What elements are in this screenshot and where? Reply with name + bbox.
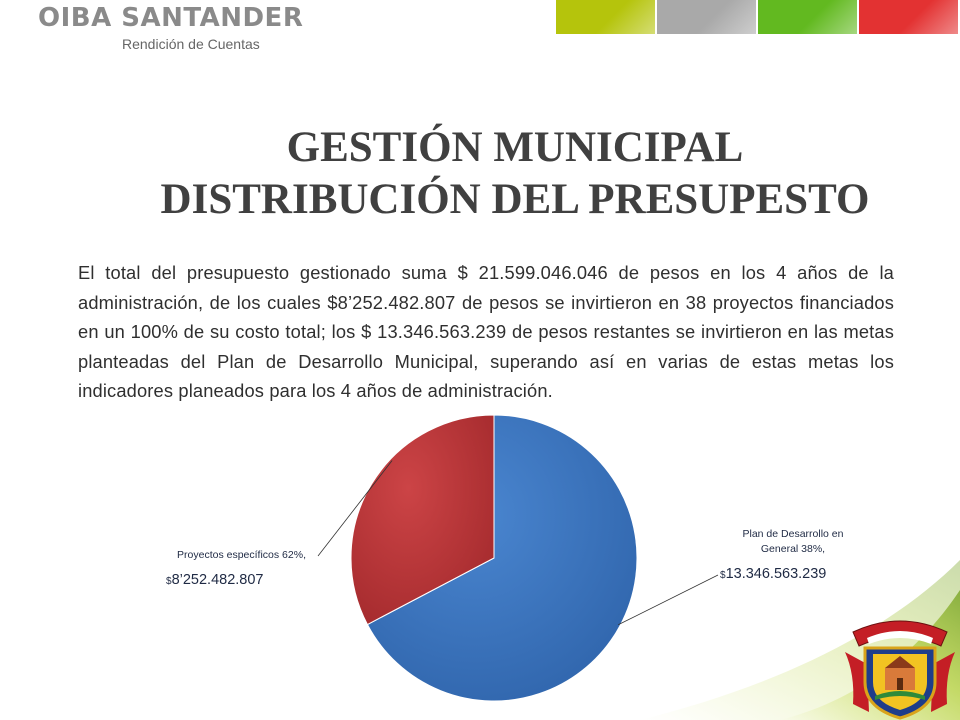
- brand-title: OIBA SANTANDER: [38, 3, 304, 33]
- title-line-2: DISTRIBUCIÓN DEL PRESUPESTO: [160, 176, 870, 223]
- data-label-2-line-1: Proyectos específicos 62%,: [177, 549, 306, 561]
- brand-subtitle: Rendición de Cuentas: [122, 36, 260, 52]
- data-label-1-line-2: General 38%,: [760, 543, 826, 555]
- title-line-1: GESTIÓN MUNICIPAL: [286, 124, 744, 171]
- body-paragraph: El total del presupuesto gestionado suma $ 21.599.046.046 de pesos en los 4 años de la administración, de los cuales $8’252.482.807 de pesos se invirtieron en 38 proyectos financiados en un 100% de su costo total; los $ 13.346.563.239 de pesos restantes se invirtieron en las metas planteadas del Plan de Desarrollo Municipal, superando así en varias de estas metas los indicadores planeados para los 4 años de administración.: [78, 262, 894, 401]
- data-label-1-amount: $13.346.563.239: [720, 566, 827, 582]
- data-label-2-amount: $8’252.482.807: [166, 572, 264, 588]
- municipal-crest-icon: [845, 612, 955, 720]
- data-label-1-line-1: Plan de Desarrollo en: [742, 528, 844, 540]
